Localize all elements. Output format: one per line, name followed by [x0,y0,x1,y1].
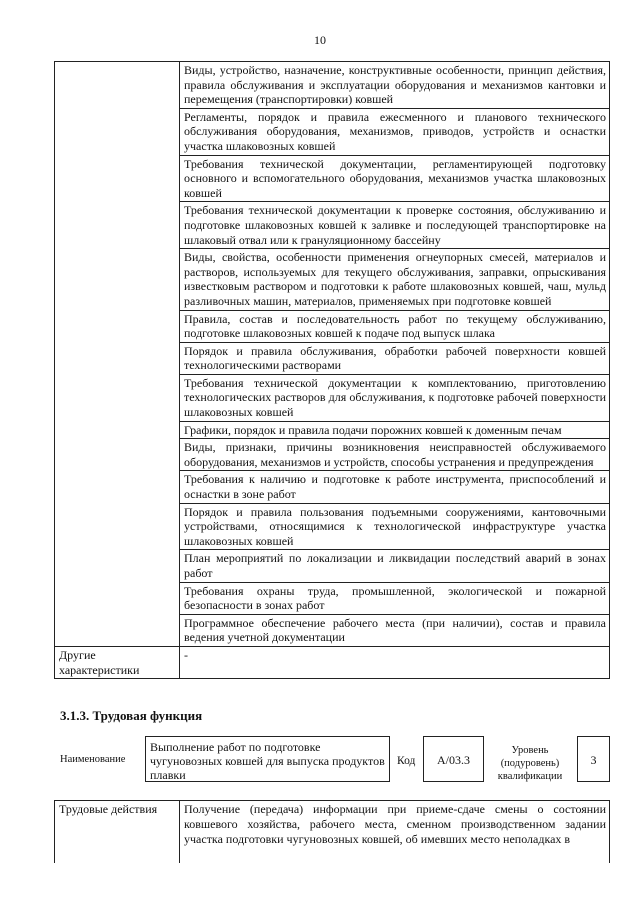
other-characteristics-label: Другие характеристики [55,646,180,678]
knowledge-item: Регламенты, порядок и правила ежесменного и планового технического обслуживания оборудования, механизмов, приводов, устройств и оснастки участка шлаковозных ковшей [180,108,610,155]
knowledge-item: Программное обеспечение рабочего места (при наличии), состав и правила ведения учетной документации [180,614,610,646]
knowledge-item: Графики, порядок и правила подачи порожних ковшей к доменным печам [180,421,610,439]
knowledge-item: План мероприятий по локализации и ликвидации последствий аварий в зонах работ [180,550,610,582]
qualification-level-value: 3 [590,753,597,767]
labor-actions-table [54,800,610,863]
function-name-value: Выполнение работ по подготовке чугуновозных ковшей для выпуска продуктов плавки [150,740,385,782]
knowledge-item: Правила, состав и последовательность работ по текущему обслуживанию, подготовке шлаковозных ковшей к подаче под выпуск шлака [180,310,610,342]
qualification-level-box [577,736,610,782]
knowledge-item: Требования технической документации, регламентирующей подготовку основного и вспомогательного оборудования, механизмов участка шлаковозных ковшей [180,155,610,202]
function-name-label: Наименование [60,754,126,765]
knowledge-item: Порядок и правила обслуживания, обработки рабочей поверхности ковшей технологическими растворами [180,342,610,374]
knowledge-item: Требования к наличию и подготовке к работе инструмента, приспособлений и оснастки в зоне работ [180,471,610,503]
function-name-box [145,736,390,782]
page-number: 10 [314,33,326,47]
table-row [55,801,610,864]
function-code-label: Код [397,755,416,767]
knowledge-item: Виды, признаки, причины возникновения неисправностей обслуживаемого оборудования, механизмов и устройств, способы устранения и предупреждения [180,439,610,471]
knowledge-table [54,61,610,679]
table-row [55,646,610,678]
knowledge-item: Требования технической документации к проверке состояния, обслуживанию и подготовке шлаковозных ковшей к заливке и последующей транспортировке на шлаковый отвал или к грануляционному бассейну [180,202,610,249]
knowledge-item: Виды, свойства, особенности применения огнеупорных смесей, материалов и растворов, используемых для текущего обслуживания, заправки, опрыскивания известковым раствором и подготовки к работе шлаковозных ковшей, чаш, мульд разливочных машин, материалов, применяемых при подготовке ковшей [180,249,610,310]
function-code-box [423,736,484,782]
knowledge-item: Порядок и правила пользования подъемными сооружениями, кантовочными устройствами, относящимися к технологической инфраструктуре участка шлаковозных ковшей [180,503,610,550]
labor-actions-value: Получение (передача) информации при приеме-сдаче смены о состоянии ковшевого хозяйства, рабочего места, сменном производственном задании участка подготовки чугуновозных ковшей, об имевших место неполадках в [180,801,610,864]
knowledge-item: Требования охраны труда, промышленной, экологической и пожарной безопасности в зонах работ [180,582,610,614]
table-row [55,62,610,109]
knowledge-item: Требования технической документации к комплектованию, приготовлению технологических растворов для обслуживания, к подготовке рабочей поверхности шлаковозных ковшей [180,374,610,421]
qualification-level-label: Уровень (подуровень) квалификации [497,745,563,782]
other-characteristics-value: - [180,646,610,678]
knowledge-item: Виды, устройство, назначение, конструктивные особенности, принцип действия, правила обслуживания и эксплуатации оборудования и механизмов кантовки и перемещения (транспортировки) ковшей [180,62,610,109]
function-code-value: A/03.3 [437,753,470,767]
labor-actions-label: Трудовые действия [55,801,180,864]
section-title: 3.1.3. Трудовая функция [60,708,203,723]
knowledge-label-cell [55,62,180,647]
